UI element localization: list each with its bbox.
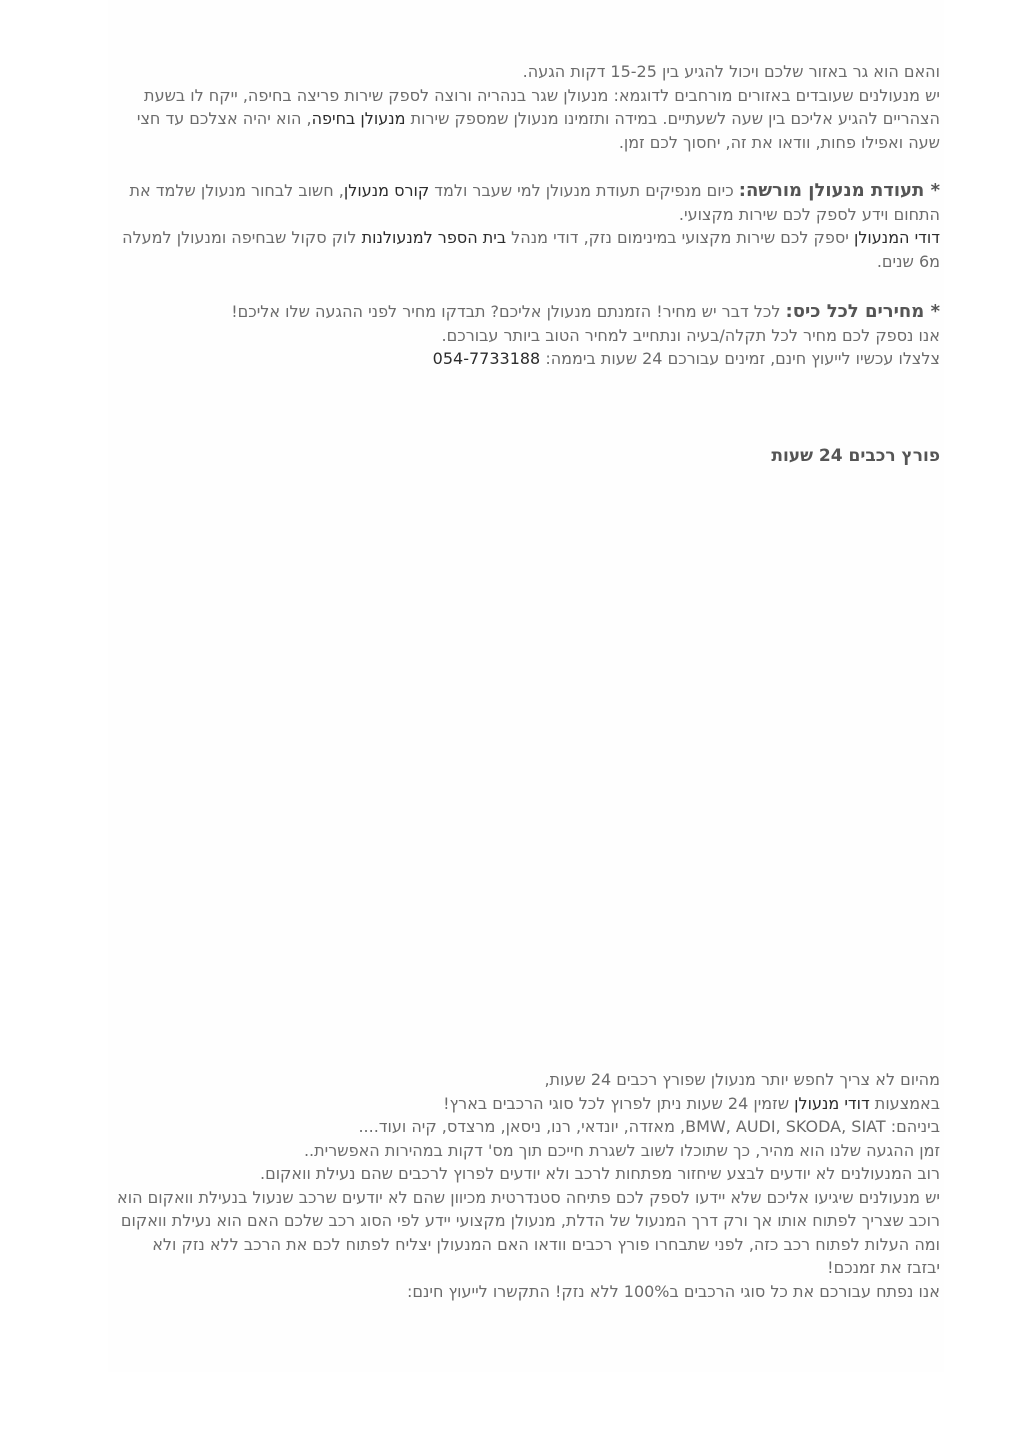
intro-section xyxy=(116,60,940,154)
car-text: באמצעות xyxy=(869,1093,940,1113)
car-brands-latin: BMW, AUDI, SKODA, SIAT xyxy=(685,1117,886,1136)
license-text-3: יספק לכם שירות מקצועי במינימום נזק, דודי מנהל xyxy=(506,228,854,247)
prices-line-1 xyxy=(116,300,940,324)
car-brands-hebrew: , מאזדה, יונדאי, רנו, ניסאן, מרצדס, קיה ועוד.... xyxy=(358,1117,686,1136)
license-text-4: לוק סקול שבחיפה ומנעולן למעלה מ6 שנים. xyxy=(122,228,940,271)
section-heading: פורץ רכבים 24 שעות xyxy=(771,446,940,466)
car-line-1: מהיום לא צריך לחפש יותר מנעולן שפורץ רכבים 24 שעות, xyxy=(544,1070,940,1089)
locksmith-course-link[interactable]: קורס מנעולן xyxy=(343,181,430,200)
license-section xyxy=(116,179,940,273)
license-paragraph-2 xyxy=(116,226,940,273)
car-line-4: זמן ההגעה שלנו הוא מהיר, כך שתוכלו לשוב לשגרת חייכם תוך מס' דקות במהירות האפשרית.. xyxy=(303,1140,940,1160)
prices-section xyxy=(116,300,940,371)
prices-line-2: אנו נספק לכם מחיר לכל תקלה/בעיה ונתחייב למחיר הטוב ביותר עבורכם. xyxy=(441,325,940,345)
car-line-3 xyxy=(116,1115,940,1139)
prices-line-3 xyxy=(116,347,940,371)
car-line-7: אנו נפתח עבורכם את כל סוגי הרכבים ב100% ללא נזק! התקשרו לייעוץ חינם: xyxy=(406,1281,940,1301)
dudi-locksmith-link[interactable]: דודי המנעולן xyxy=(853,228,940,247)
intro-text: יש מנעולנים שעובדים באזורים מורחבים לדוגמא: מנעולן שגר בנהריה ורוצה לספק שירות פריצה בחיפה, ייקח לו בשעת הצהריים להגיע אליכם בין שעה לשעתיים. במידה ותזמינו מנעולן שמספק שירות xyxy=(144,85,940,128)
license-label: * תעודת מנעולן מורשה: xyxy=(738,180,940,201)
prices-label: * מחירים לכל כיס: xyxy=(785,301,940,322)
license-text: כיום מנפיקים תעודת מנעולן למי שעבר ולמד xyxy=(429,181,739,200)
car-line-5: רוב המנעולנים לא יודעים לבצע שיחזור מפתחות לרכב ולא יודעים לפרוץ לרכבים שהם נעילת וואקום. xyxy=(259,1164,940,1183)
car-section xyxy=(116,1068,940,1303)
intro-text-end: , הוא יהיה אצלכם עד חצי שעה ואפילו פחות, וודאו את זה, יחסוך לכם זמן. xyxy=(136,109,940,152)
car-line-2 xyxy=(116,1092,940,1116)
prices-call-text: צלצלו עכשיו לייעוץ חינם, זמינים עבורכם 24 שעות ביממה: xyxy=(540,349,940,368)
car-text-2: שזמין 24 שעות ניתן לפרוץ לכל סוגי הרכבים בארץ! xyxy=(443,1093,795,1113)
phone-number-link[interactable]: 054-7733188 xyxy=(432,349,541,368)
intro-line: והאם הוא גר באזור שלכם ויכול להגיע בין 15-25 דקות הגעה. xyxy=(522,62,940,81)
intro-paragraph xyxy=(116,84,940,155)
license-text-2: , חשוב לבחור מנעולן שלמד את התחום וידע לספק לכם שירות מקצועי. xyxy=(129,181,940,224)
locksmith-school-link[interactable]: בית הספר למנעולנות xyxy=(361,228,507,247)
license-paragraph xyxy=(116,179,940,226)
car-brands-prefix: ביניהם: xyxy=(885,1117,940,1136)
car-line-6: יש מנעולנים שיגיעו אליכם שלא יידעו לספק לכם פתיחה סטנדרטית מכיוון שהם לא יודעים שרכב שנעול בנעילת וואקום הוא רוכב שצריך לפתוח אותו אך ורק דרך המנעול של הדלת, מנעולן מקצועי יידע לפי הסוג רכב שלכם האם הוא נעילת וואקום ומה העלות לפתוח רכב כזה, לפני שתבחרו פורץ רכבים וודאו האם המנעולן יצליח לפתוח לכם את הרכב ללא נזק ולא יבזבז את זמנכם! xyxy=(117,1187,940,1277)
prices-text: לכל דבר יש מחיר! הזמנתם מנעולן אליכם? תבדקו מחיר לפני ההגעה שלו אליכם! xyxy=(231,302,786,321)
locksmith-haifa-link[interactable]: מנעולן בחיפה xyxy=(311,109,406,128)
dudi-locksmith-link-2[interactable]: דודי מנעולן xyxy=(794,1093,870,1113)
